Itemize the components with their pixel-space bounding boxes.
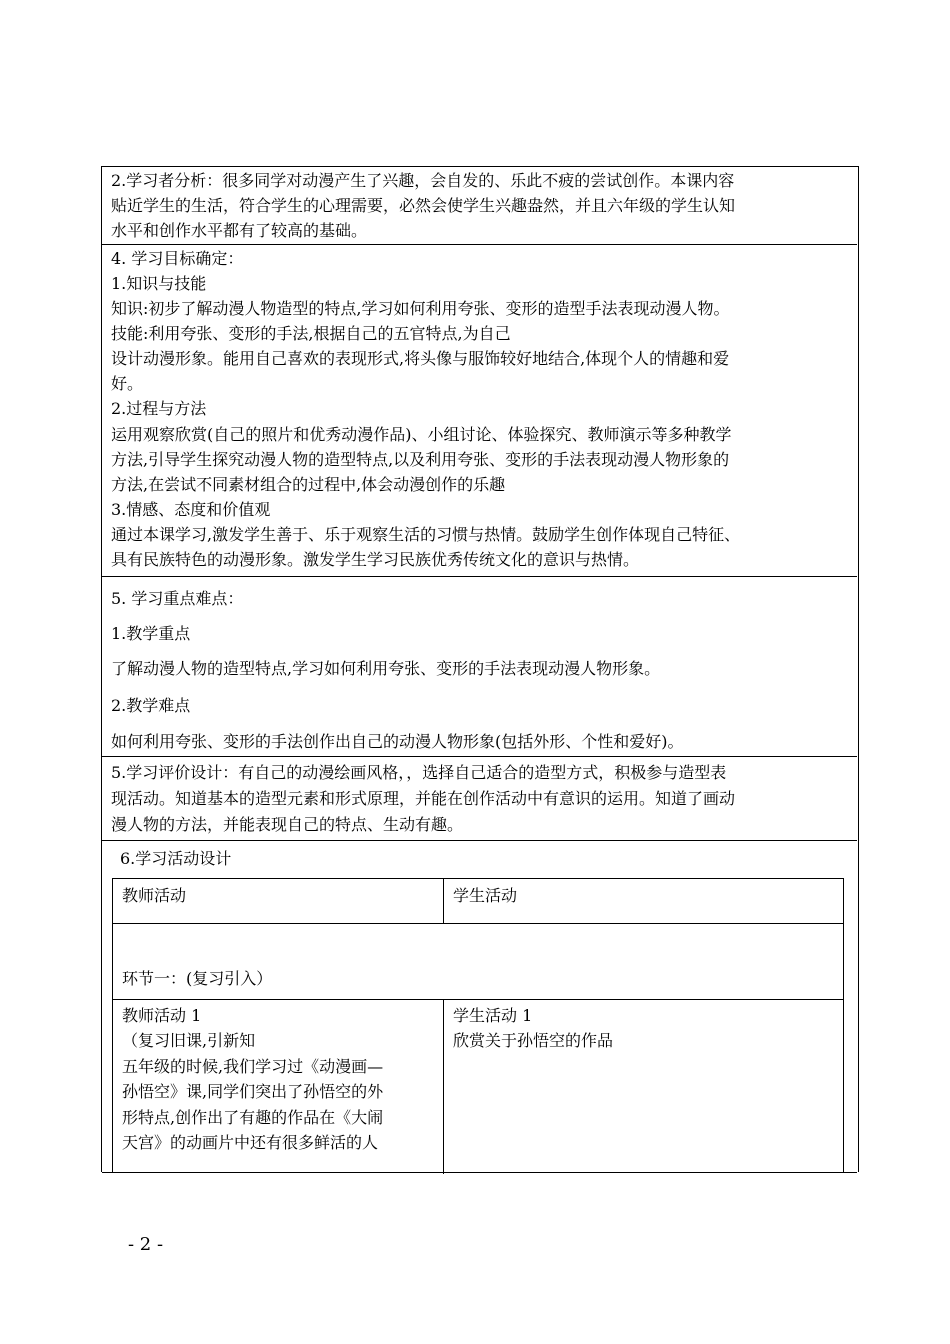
page-number: - 2 - (128, 1234, 164, 1255)
objectives-line: 技能:利用夸张、变形的手法,根据自己的五官特点,为自己 (111, 324, 511, 343)
key-points-section (102, 577, 857, 757)
objectives-line: 方法,引导学生探究动漫人物的造型特点,以及利用夸张、变形的手法表现动漫人物形象的 (111, 450, 730, 469)
key-points-heading: 5. 学习重点难点： (111, 589, 244, 608)
activity-table-divider (443, 879, 444, 923)
stage-one-label: 环节一：(复习引入） (122, 969, 273, 988)
difficulty-text: 如何利用夸张、变形的手法创作出自己的动漫人物形象(包括外形、个性和爱好)。 (111, 732, 684, 751)
teacher-activity-line: 天宫》的动画片中还有很多鲜活的人 (122, 1133, 379, 1152)
teacher-activity-line: 五年级的时候,我们学习过《动漫画— (122, 1057, 384, 1076)
evaluation-line: 5.学习评价设计：有自己的动漫绘画风格，，选择自己适合的造型方式，积极参与造型表 (111, 763, 727, 782)
learner-analysis-line: 水平和创作水平都有了较高的基础。 (111, 221, 368, 240)
teacher-activity-header: 教师活动 (122, 886, 187, 905)
activity-table-divider (443, 999, 444, 1174)
activity-design-heading: 6.学习活动设计 (120, 849, 232, 868)
focus-text: 了解动漫人物的造型特点,学习如何利用夸张、变形的手法表现动漫人物形象。 (111, 659, 661, 678)
lesson-plan-table (101, 166, 859, 1172)
objectives-line: 设计动漫形象。能用自己喜欢的表现形式,将头像与服饰较好地结合,体现个人的情趣和爱 (111, 349, 730, 368)
objectives-line: 方法,在尝试不同素材组合的过程中,体会动漫创作的乐趣 (111, 475, 506, 494)
learner-analysis-line: 2.学习者分析：很多同学对动漫产生了兴趣，会自发的、乐此不疲的尝试创作。本课内容 (111, 171, 735, 190)
objectives-section (102, 245, 857, 577)
activity-table (112, 878, 844, 1173)
evaluation-line: 漫人物的方法，并能表现自己的特点、生动有趣。 (111, 815, 464, 834)
evaluation-section (102, 757, 857, 841)
objectives-line: 3.情感、态度和价值观 (111, 500, 271, 519)
student-activity-line: 欣赏关于孙悟空的作品 (453, 1031, 614, 1050)
row-divider (113, 923, 843, 924)
activity-design-section (102, 841, 857, 1173)
objectives-line: 2.过程与方法 (111, 399, 207, 418)
objectives-line: 具有民族特色的动漫形象。激发学生学习民族优秀传统文化的意识与热情。 (111, 550, 640, 569)
teacher-activity-line: 形特点,创作出了有趣的作品在《大闹 (122, 1108, 384, 1127)
evaluation-line: 现活动。知道基本的造型元素和形式原理，并能在创作活动中有意识的运用。知道了画动 (111, 789, 736, 808)
objectives-line: 运用观察欣赏(自己的照片和优秀动漫作品)、小组讨论、体验探究、教师演示等多种教学 (111, 425, 732, 444)
student-activity-line: 学生活动 1 (453, 1006, 533, 1025)
objectives-heading: 4. 学习目标确定： (111, 249, 244, 268)
student-activity-header: 学生活动 (453, 886, 518, 905)
teacher-activity-line: （复习旧课,引新知 (122, 1031, 256, 1050)
objectives-line: 1.知识与技能 (111, 274, 207, 293)
learner-analysis-line: 贴近学生的生活，符合学生的心理需要，必然会使学生兴趣盎然，并且六年级的学生认知 (111, 196, 736, 215)
teacher-activity-line: 教师活动 1 (122, 1006, 202, 1025)
objectives-line: 通过本课学习,激发学生善于、乐于观察生活的习惯与热情。鼓励学生创作体现自己特征、 (111, 525, 741, 544)
row-divider (113, 999, 843, 1000)
learner-analysis-section (102, 167, 857, 245)
objectives-line: 知识:初步了解动漫人物造型的特点,学习如何利用夸张、变形的造型手法表现动漫人物。 (111, 299, 730, 318)
focus-title: 1.教学重点 (111, 624, 191, 643)
teacher-activity-line: 孙悟空》课,同学们突出了孙悟空的外 (122, 1082, 384, 1101)
objectives-line: 好。 (111, 374, 144, 393)
difficulty-title: 2.教学难点 (111, 696, 191, 715)
